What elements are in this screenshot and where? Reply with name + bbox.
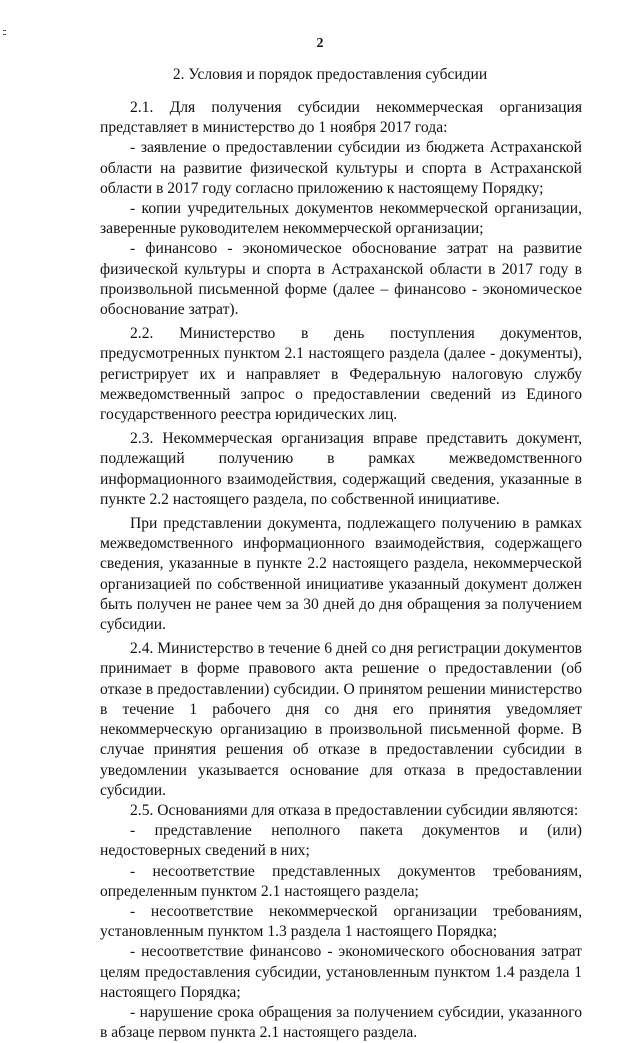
page-number: 2	[316, 36, 324, 51]
refusal-reason-documents: - несоответствие представленных документов требованиям, определенным пунктом 2.1 настоящего раздела;	[100, 862, 582, 900]
refusal-reason-deadline: - нарушение срока обращения за получением субсидии, указанного в абзаце первом пункта 2.1 настоящего раздела.	[100, 1003, 582, 1042]
scan-edge-mark	[3, 30, 6, 31]
refusal-reason-organization: - несоответствие некоммерческой организации требованиям, установленным пунктом 1.3 раздела 1 настоящего Порядка;	[100, 902, 582, 941]
section-body	[100, 98, 582, 1043]
refusal-reason-financial: - несоответствие финансово - экономического обоснования затрат целям предоставления субсидии, установленным пунктом 1.4 раздела 1 настоящего Порядка;	[100, 943, 582, 1001]
paragraph-2-2: 2.2. Министерство в день поступления документов, предусмотренных пунктом 2.1 настоящего раздела (далее - документы), регистрирует их и направляет в Федеральную налоговую службу межведомственный запрос о предоставлении сведений из Единого государственного реестра юридических лиц.	[100, 325, 582, 424]
list-item-founding-documents: - копии учредительных документов некоммерческой организации, заверенные руководителем некоммерческой организации;	[100, 200, 582, 238]
scan-edge-mark	[3, 34, 6, 35]
section-title: 2. Условия и порядок предоставления субсидии	[172, 66, 488, 83]
paragraph-2-3-continued: При представлении документа, подлежащего получению в рамках межведомственного информационного взаимодействия, содержащего сведения, указанные в пункте 2.2 настоящего раздела, некоммерческой организацией по собственной инициативе указанный документ должен быть получен не ранее чем за 30 дней до дня обращения за получением субсидии.	[100, 515, 582, 634]
paragraph-2-5: 2.5. Основаниями для отказа в предоставлении субсидии являются:	[130, 801, 579, 819]
paragraph-2-1: 2.1. Для получения субсидии некоммерческая организация представляет в министерство до 1 ноября 2017 года:	[100, 99, 582, 137]
list-item-financial-justification: - финансово - экономическое обоснование затрат на развитие физической культуры и спорта в Астраханской области в 2017 году в произвольной письменной форме (далее – финансово - экономическое обоснование затрат).	[100, 240, 582, 319]
refusal-reason-incomplete: - представление неполного пакета документов и (или) недостоверных сведений в них;	[100, 822, 582, 860]
paragraph-2-3: 2.3. Некоммерческая организация вправе представить документ, подлежащий получению в рамках межведомственного информационного взаимодействия, содержащий сведения, указанные в пункте 2.2 настоящего раздела, по собственной инициативе.	[100, 430, 582, 508]
list-item-application: - заявление о предоставлении субсидии из бюджета Астраханской области на развитие физической культуры и спорта в Астраханской области в 2017 году согласно приложению к настоящему Порядку;	[100, 139, 582, 197]
paragraph-2-4: 2.4. Министерство в течение 6 дней со дня регистрации документов принимает в форме правового акта решение о предоставлении (об отказе в предоставлении) субсидии. О принятом решении министерство в течение 1 рабочего дня со дня его принятия уведомляет некоммерческую организацию в произвольной письменной форме. В случае принятия решения об отказе в предоставлении субсидии в уведомлении указывается основание для отказа в предоставлении субсидии.	[100, 640, 582, 799]
